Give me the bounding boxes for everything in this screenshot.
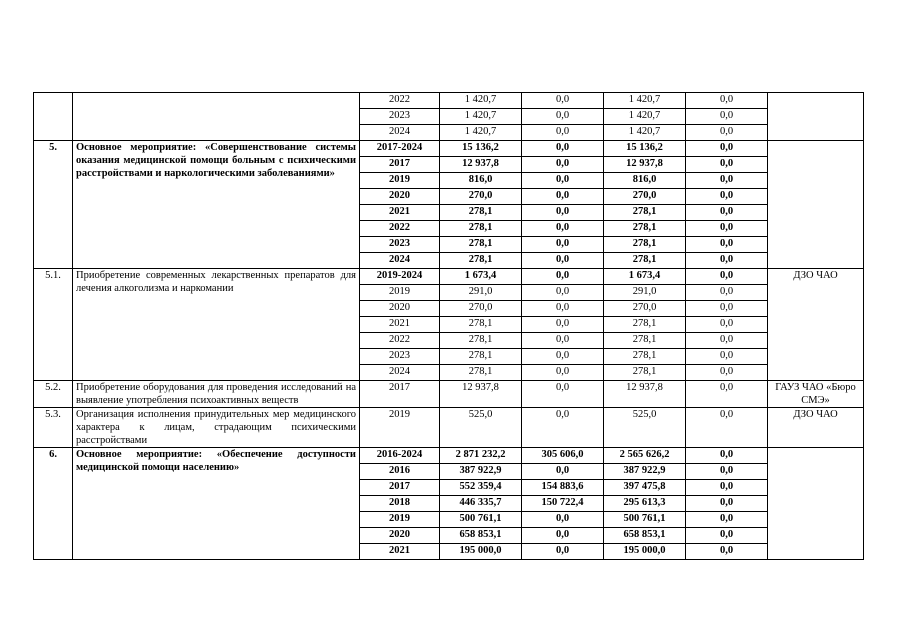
regional-cell: 295 613,3 [604, 496, 686, 512]
total-cell: 1 420,7 [440, 125, 522, 141]
regional-cell: 278,1 [604, 349, 686, 365]
federal-cell: 0,0 [522, 464, 604, 480]
regional-cell: 195 000,0 [604, 544, 686, 560]
regional-cell: 278,1 [604, 205, 686, 221]
total-cell: 291,0 [440, 285, 522, 301]
year-cell: 2020 [360, 301, 440, 317]
item-number [34, 93, 73, 141]
total-cell: 278,1 [440, 237, 522, 253]
executor-cell [768, 141, 864, 269]
other-cell: 0,0 [686, 480, 768, 496]
federal-cell: 0,0 [522, 349, 604, 365]
total-cell: 270,0 [440, 189, 522, 205]
regional-cell: 12 937,8 [604, 157, 686, 173]
regional-cell: 1 420,7 [604, 93, 686, 109]
year-cell: 2019 [360, 512, 440, 528]
total-cell: 446 335,7 [440, 496, 522, 512]
table-body [34, 93, 864, 560]
year-cell: 2017 [360, 381, 440, 408]
other-cell: 0,0 [686, 93, 768, 109]
federal-cell: 0,0 [522, 528, 604, 544]
other-cell: 0,0 [686, 408, 768, 448]
regional-cell: 278,1 [604, 333, 686, 349]
regional-cell: 2 565 626,2 [604, 448, 686, 464]
other-cell: 0,0 [686, 512, 768, 528]
regional-cell: 816,0 [604, 173, 686, 189]
regional-cell: 500 761,1 [604, 512, 686, 528]
year-cell: 2019-2024 [360, 269, 440, 285]
total-cell: 278,1 [440, 221, 522, 237]
total-cell: 2 871 232,2 [440, 448, 522, 464]
total-cell: 12 937,8 [440, 381, 522, 408]
other-cell: 0,0 [686, 317, 768, 333]
other-cell: 0,0 [686, 157, 768, 173]
year-cell: 2016-2024 [360, 448, 440, 464]
year-cell: 2016 [360, 464, 440, 480]
federal-cell: 0,0 [522, 237, 604, 253]
year-cell: 2018 [360, 496, 440, 512]
federal-cell: 305 606,0 [522, 448, 604, 464]
other-cell: 0,0 [686, 496, 768, 512]
other-cell: 0,0 [686, 125, 768, 141]
item-number: 5. [34, 141, 73, 269]
total-cell: 278,1 [440, 365, 522, 381]
activity-description: Приобретение оборудования для проведения исследований на выявление употребления психоактивных веществ [73, 381, 360, 408]
total-cell: 525,0 [440, 408, 522, 448]
regional-cell: 387 922,9 [604, 464, 686, 480]
other-cell: 0,0 [686, 333, 768, 349]
year-cell: 2020 [360, 528, 440, 544]
other-cell: 0,0 [686, 301, 768, 317]
federal-cell: 0,0 [522, 253, 604, 269]
federal-cell: 154 883,6 [522, 480, 604, 496]
item-number: 5.2. [34, 381, 73, 408]
activity-description: Организация исполнения принудительных мер медицинского характера к лицам, страдающим психическими расстройствами [73, 408, 360, 448]
federal-cell: 0,0 [522, 221, 604, 237]
regional-cell: 278,1 [604, 237, 686, 253]
activity-description: Основное мероприятие: «Обеспечение доступности медицинской помощи населению» [73, 448, 360, 560]
federal-cell: 0,0 [522, 408, 604, 448]
other-cell: 0,0 [686, 365, 768, 381]
table-row [34, 141, 864, 157]
year-cell: 2024 [360, 365, 440, 381]
total-cell: 12 937,8 [440, 157, 522, 173]
other-cell: 0,0 [686, 253, 768, 269]
regional-cell: 658 853,1 [604, 528, 686, 544]
year-cell: 2017-2024 [360, 141, 440, 157]
federal-cell: 0,0 [522, 173, 604, 189]
other-cell: 0,0 [686, 381, 768, 408]
federal-cell: 0,0 [522, 381, 604, 408]
federal-cell: 0,0 [522, 512, 604, 528]
year-cell: 2021 [360, 317, 440, 333]
table-row [34, 448, 864, 464]
year-cell: 2022 [360, 221, 440, 237]
total-cell: 552 359,4 [440, 480, 522, 496]
year-cell: 2019 [360, 173, 440, 189]
total-cell: 1 420,7 [440, 93, 522, 109]
year-cell: 2024 [360, 125, 440, 141]
total-cell: 816,0 [440, 173, 522, 189]
regional-cell: 278,1 [604, 253, 686, 269]
year-cell: 2023 [360, 237, 440, 253]
executor-cell: ДЗО ЧАО [768, 408, 864, 448]
total-cell: 270,0 [440, 301, 522, 317]
item-number: 5.3. [34, 408, 73, 448]
federal-cell: 0,0 [522, 269, 604, 285]
year-cell: 2017 [360, 157, 440, 173]
other-cell: 0,0 [686, 285, 768, 301]
other-cell: 0,0 [686, 141, 768, 157]
regional-cell: 12 937,8 [604, 381, 686, 408]
other-cell: 0,0 [686, 349, 768, 365]
total-cell: 500 761,1 [440, 512, 522, 528]
other-cell: 0,0 [686, 173, 768, 189]
total-cell: 1 673,4 [440, 269, 522, 285]
other-cell: 0,0 [686, 528, 768, 544]
program-funding-table [33, 92, 864, 560]
total-cell: 278,1 [440, 253, 522, 269]
other-cell: 0,0 [686, 221, 768, 237]
year-cell: 2022 [360, 333, 440, 349]
federal-cell: 0,0 [522, 333, 604, 349]
total-cell: 15 136,2 [440, 141, 522, 157]
other-cell: 0,0 [686, 109, 768, 125]
regional-cell: 1 420,7 [604, 109, 686, 125]
federal-cell: 0,0 [522, 157, 604, 173]
federal-cell: 0,0 [522, 125, 604, 141]
regional-cell: 15 136,2 [604, 141, 686, 157]
table-row [34, 381, 864, 408]
regional-cell: 1 420,7 [604, 125, 686, 141]
total-cell: 278,1 [440, 333, 522, 349]
year-cell: 2023 [360, 349, 440, 365]
item-number: 6. [34, 448, 73, 560]
year-cell: 2019 [360, 285, 440, 301]
table-row [34, 408, 864, 448]
executor-cell: ГАУЗ ЧАО «Бюро СМЭ» [768, 381, 864, 408]
other-cell: 0,0 [686, 448, 768, 464]
activity-description: Приобретение современных лекарственных препаратов для лечения алкоголизма и наркомании [73, 269, 360, 381]
federal-cell: 0,0 [522, 205, 604, 221]
other-cell: 0,0 [686, 544, 768, 560]
item-number: 5.1. [34, 269, 73, 381]
year-cell: 2017 [360, 480, 440, 496]
regional-cell: 270,0 [604, 189, 686, 205]
year-cell: 2021 [360, 544, 440, 560]
table-row [34, 93, 864, 109]
other-cell: 0,0 [686, 189, 768, 205]
total-cell: 387 922,9 [440, 464, 522, 480]
activity-description: Основное мероприятие: «Совершенствование системы оказания медицинской помощи больным с психическими расстройствами и наркологическими заболеваниями» [73, 141, 360, 269]
regional-cell: 278,1 [604, 317, 686, 333]
regional-cell: 278,1 [604, 365, 686, 381]
regional-cell: 278,1 [604, 221, 686, 237]
regional-cell: 525,0 [604, 408, 686, 448]
federal-cell: 0,0 [522, 365, 604, 381]
total-cell: 195 000,0 [440, 544, 522, 560]
regional-cell: 291,0 [604, 285, 686, 301]
total-cell: 658 853,1 [440, 528, 522, 544]
federal-cell: 0,0 [522, 93, 604, 109]
federal-cell: 150 722,4 [522, 496, 604, 512]
executor-cell: ДЗО ЧАО [768, 269, 864, 381]
total-cell: 278,1 [440, 317, 522, 333]
other-cell: 0,0 [686, 269, 768, 285]
year-cell: 2020 [360, 189, 440, 205]
year-cell: 2021 [360, 205, 440, 221]
regional-cell: 397 475,8 [604, 480, 686, 496]
other-cell: 0,0 [686, 205, 768, 221]
executor-cell [768, 448, 864, 560]
executor-cell [768, 93, 864, 141]
year-cell: 2019 [360, 408, 440, 448]
federal-cell: 0,0 [522, 189, 604, 205]
total-cell: 1 420,7 [440, 109, 522, 125]
year-cell: 2023 [360, 109, 440, 125]
document-page [33, 92, 864, 560]
total-cell: 278,1 [440, 349, 522, 365]
federal-cell: 0,0 [522, 109, 604, 125]
federal-cell: 0,0 [522, 285, 604, 301]
regional-cell: 270,0 [604, 301, 686, 317]
year-cell: 2024 [360, 253, 440, 269]
federal-cell: 0,0 [522, 544, 604, 560]
federal-cell: 0,0 [522, 301, 604, 317]
federal-cell: 0,0 [522, 317, 604, 333]
activity-description [73, 93, 360, 141]
federal-cell: 0,0 [522, 141, 604, 157]
table-row [34, 269, 864, 285]
other-cell: 0,0 [686, 237, 768, 253]
year-cell: 2022 [360, 93, 440, 109]
other-cell: 0,0 [686, 464, 768, 480]
total-cell: 278,1 [440, 205, 522, 221]
regional-cell: 1 673,4 [604, 269, 686, 285]
